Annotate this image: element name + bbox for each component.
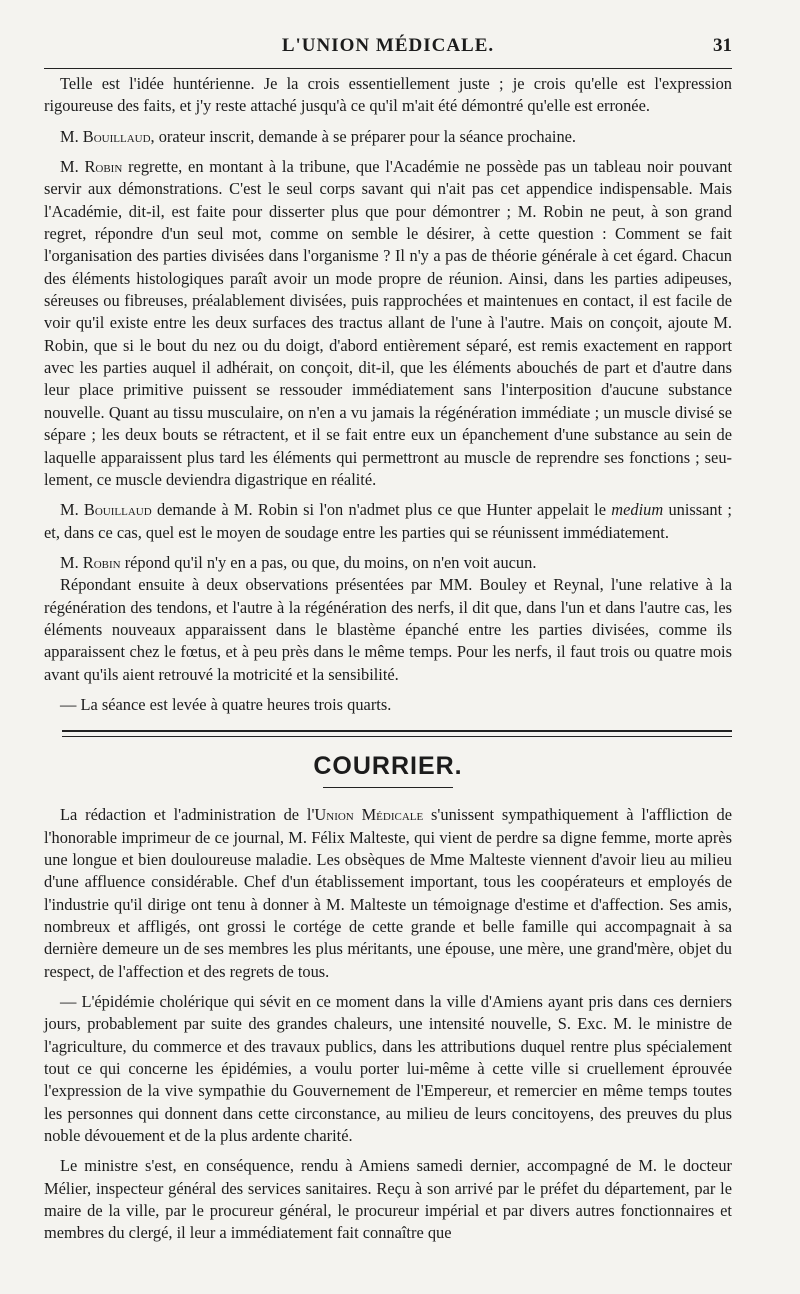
title-underline [323,787,453,788]
journal-name: Union Médicale [314,805,424,825]
paragraph-cholera-epidemic: — L'épidémie cholérique qui sévit en ce moment dans la ville d'Amiens ayant pris dans ces derniers jours, probablement par suite des grandes chaleurs, une intensité nouvelle, S. Exc. M. le ministre de l'agriculture, du commerce et des travaux publics, dans les attributions duquel rentre plus spécialement tout ce qui concerne les épidémies, a voulu porter lui-même à cette ville si cruellement éprouvée l'expression de la vive sympathie du Gouvernement de l'Empereur, et remercier en même temps toutes les personnes qui donnent dans cette circonstance, au milieu de leurs concitoyens, des preuves du plus noble dévouement et de la plus ardente charité. [44,992,732,1146]
speaker-name: M. Robin [60,157,123,177]
italic-term: medium [611,500,664,520]
paragraph-robin-2 [44,552,732,574]
speaker-name: M. Robin [60,552,121,572]
paragraph-robin-1 [44,156,732,491]
paragraph-text: La rédaction et l'administration de l' [60,805,315,825]
paragraph-bouillaud-1 [44,126,732,148]
paragraph-text: orateur inscrit, demande à se préparer pour la séance prochaine. [154,126,577,146]
paragraph-bouillaud-2 [44,499,732,544]
paragraph-text: unissant ; et, dans ce cas, quel est le moyen de soudage entre les parties qui se réunissent immédiatement. [44,500,732,542]
section-title: COURRIER. [313,752,463,781]
page-header [44,30,732,62]
paragraph-minister-visit: Le ministre s'est, en conséquence, rendu à Amiens samedi dernier, accompagné de M. le docteur Mélier, inspecteur général des services sanitaires. Reçu à son arrivé par le préfet du département, par le maire de la ville, par le procureur général, le procureur impérial et par divers autres fonctionnaires et membres du clergé, il leur a immédiatement fait connaître que [44,1156,732,1243]
speaker-name: M. Bouillaud, [60,126,155,146]
page-number: 31 [713,35,732,56]
courrier-body [44,804,732,1245]
speaker-name: M. Bouillaud [60,500,152,520]
running-title: L'UNION MÉDICALE. [281,35,495,56]
section-divider [62,730,732,737]
paragraph-text: s'unissent sympathiquement à l'affliction de l'honorable imprimeur de ce journal, M. Félix Malteste, qui vient de perdre sa digne femme, morte après une longue et bien douloureuse maladie. Les obsèques de Mme Malteste viennent d'avoir lieu au milieu d'une affluence considérable. Chef d'un établissement important, tous les coopérateurs et employés de l'industrie qu'il dirige ont tenu à donner à M. Malteste un témoignage d'estime et d'affection. Ses amis, nombreux et affligés, ont grossi le cortége de cette grande et belle famille qui accompagnait à sa dernière demeure un de ses membres les plus méritants, une épouse, une mère, une grand'mère, objet du respect, de l'affection et des regrets de tous. [44,805,732,981]
paragraph-text: demande à M. Robin si l'on n'admet plus ce que Hunter appelait le [151,500,612,520]
paragraph-robin-3: Répondant ensuite à deux observations présentées par MM. Bouley et Reynal, l'une relative à la régénération des tendons, et l'autre à la régénération des nerfs, il dit que, dans l'un et dans l'autre cas, les éléments nouveaux apparaissent dans le blastème épanché entre les parties divisées, comme ils apparaissent chez le fœtus, et à peu près dans le même temps. Pour les nerfs, il faut trois ou quatre mois avant qu'ils aient retrouvé la motricité et la sensibilité. [44,575,732,684]
paragraph-hunterian-idea: Telle est l'idée huntérienne. Je la crois essentiellement juste ; je crois qu'elle est l'expression rigoureuse des faits, et j'y reste attaché jusqu'à ce qu'il m'ait été démontré qu'elle est erronée. [44,74,732,116]
paragraph-text: regrette, en montant à la tribune, que l'Académie ne possède pas un tableau noir pouvant servir aux démonstrations. C'est le seul corps savant qui n'ait pas cet appendice indispensable. Mais l'Académie, dit-il, est faite pour disserter plus que pour démontrer ; M. Robin ne peut, à son grand regret, répondre d'un seul mot, comme on semble le désirer, à cette question : Comment se fait l'organisation des parties divisées dans l'organisme ? Il n'y a pas de théorie générale à cet égard. Chacun des éléments histologiques paraît avoir un mode propre de réunion. Ainsi, dans les parties adipeuses, séreuses ou fibreuses, préalablement divisées, puis rapprochées et maintenues en contact, il est facile de voir qu'il existe entre les deux surfaces des tractus allant de l'une à l'autre. Mais on conçoit, ajoute M. Robin, que si le bout du nez ou du doigt, d'abord entièrement séparé, est remis exactement en rapport avec les parties auquel il adhérait, on conçoit, dit-il, que les éléments abouchés de part et d'autre dans leur place primitive puissent se ressouder immédiatement sans l'interposition d'aucune substance nouvelle. Quant au tissu musculaire, on n'en a vu jamais la régénération immédiate ; un muscle divisé se sépare ; les deux bouts se rétractent, et il se fait entre eux un épanchement d'une substance au sein de laquelle apparaissent plus tard les éléments qui permettront au muscle de reprendre ses fonctions ; seulement, ce muscle deviendra digastrique en réalité. [44,157,732,489]
paragraph-text: répond qu'il n'y en a pas, ou que, du moins, on n'en voit aucun. [120,552,537,572]
paragraph-malteste [44,804,732,983]
paragraph-session-closed: — La séance est levée à quatre heures trois quarts. [60,694,392,714]
header-rule [44,68,732,69]
article-body [44,73,732,716]
